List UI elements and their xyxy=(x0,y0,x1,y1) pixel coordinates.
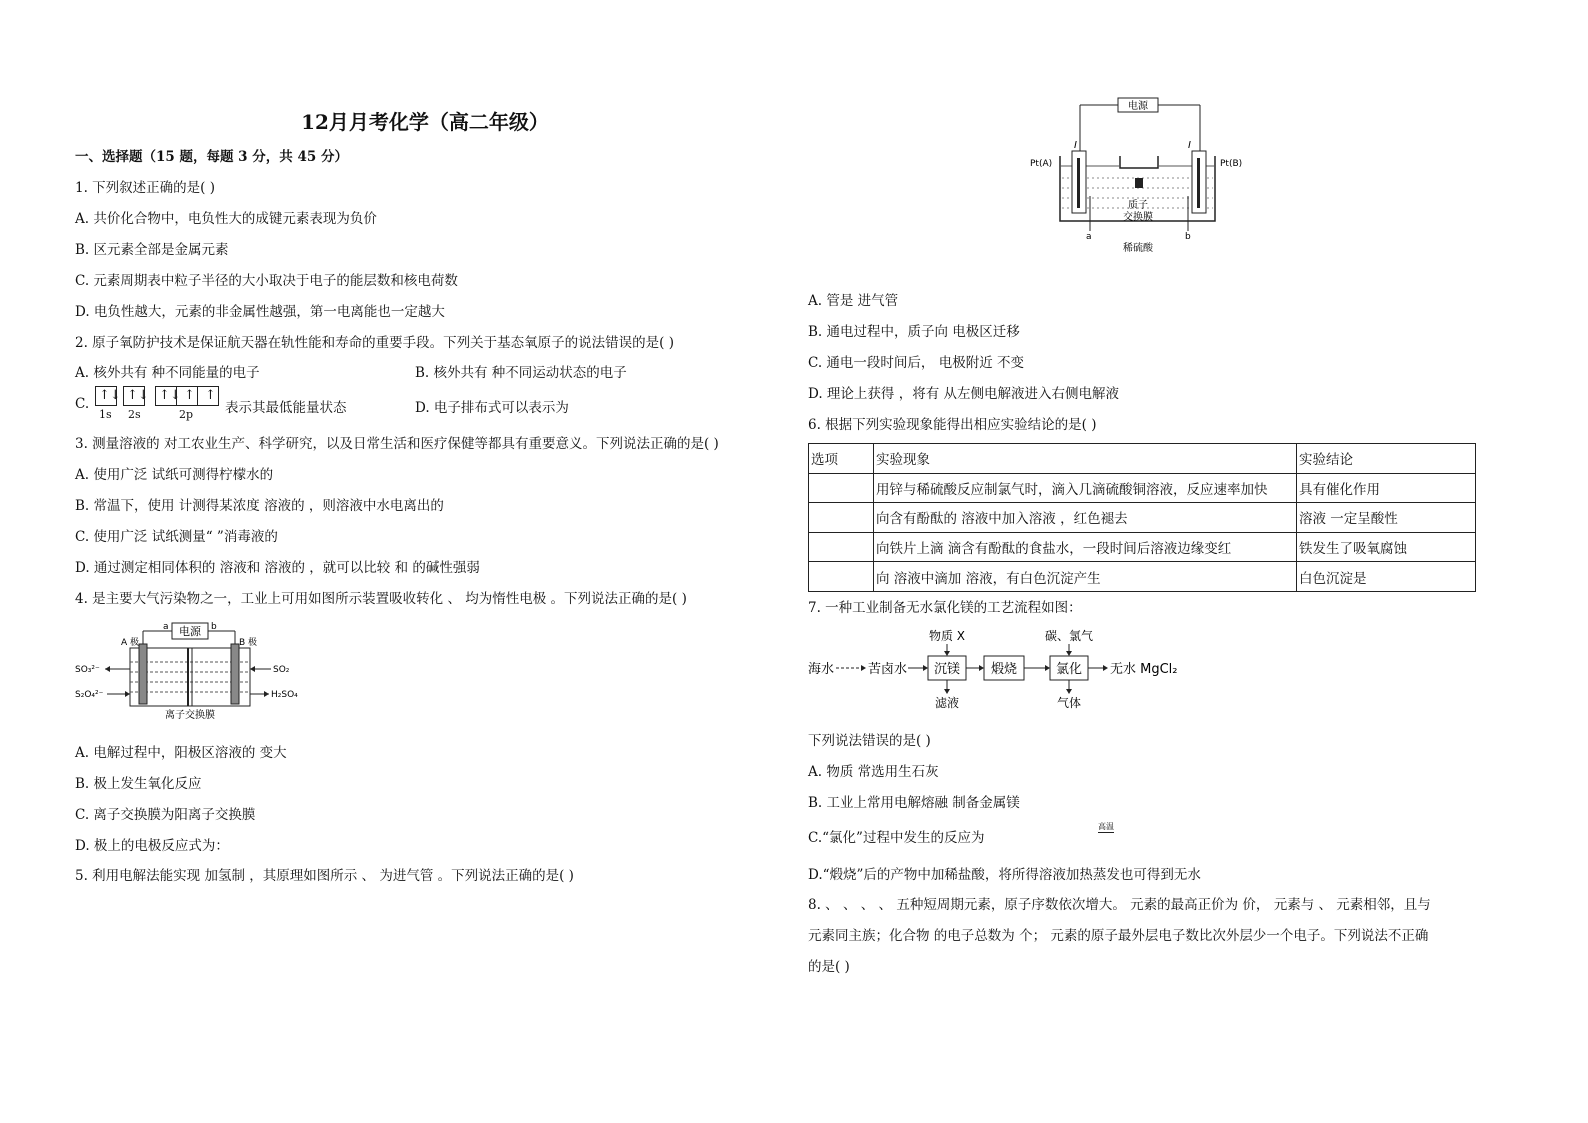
q4-option-d: D. 极上的电极反应式为： xyxy=(75,838,229,854)
flow-calcine: 煅烧 xyxy=(990,662,1018,677)
q4-membrane-label: 离子交换膜 xyxy=(165,710,215,721)
q5-electrolysis-figure xyxy=(1030,96,1250,256)
q4-terminal-a: a xyxy=(163,622,169,632)
q2-stem: 2. 原子氧防护技术是保证航天器在轨性能和寿命的重要手段。下列关于基态氧原子的说法错误的是( ) xyxy=(75,335,674,351)
q7-option-b: B. 工业上常用电解熔融 制备金属镁 xyxy=(808,795,1020,811)
table-cell xyxy=(809,532,874,562)
q7-option-d: D.“煅烧”后的产物中加稀盐酸，将所得溶液加热蒸发也可得到无水 xyxy=(808,867,1201,883)
orbital-2p3-arrows: ↑ xyxy=(205,388,216,403)
q1-option-c: C. 元素周期表中粒子半径的大小取决于电子的能层数和核电荷数 xyxy=(75,273,458,289)
table-cell xyxy=(809,473,874,503)
q7-stem: 7. 一种工业制备无水氯化镁的工艺流程如图： xyxy=(808,600,1082,616)
q4-so2-label: SO₂ xyxy=(273,665,290,675)
q3-option-d: D. 通过测定相同体积的 溶液和 溶液的 ，就可以比较 和 的碱性强弱 xyxy=(75,560,480,576)
table-header-cell: 实验现象 xyxy=(874,444,1297,474)
flow-matter-x: 物质 X xyxy=(928,629,966,643)
q4-terminal-b: b xyxy=(211,622,217,632)
table-header-row xyxy=(809,444,1476,474)
table-cell xyxy=(809,562,874,592)
table-cell: 向含有酚酞的 溶液中加入溶液 ，红色褪去 xyxy=(874,503,1297,533)
q4-option-a: A. 电解过程中，阳极区溶液的 变大 xyxy=(75,745,287,761)
q2-option-c-suffix: 表示其最低能量状态 xyxy=(225,400,347,416)
table-row xyxy=(809,503,1476,533)
q1-stem: 1. 下列叙述正确的是( ) xyxy=(75,180,215,196)
q5-stem: 5. 利用电解法能实现 加氢制 ，其原理如图所示 、 为进气管 。下列说法正确的是( ) xyxy=(75,868,574,884)
q2-option-d: D. 电子排布式可以表示为 xyxy=(415,400,569,416)
q4-s2o4-label: S₂O₄²⁻ xyxy=(75,690,104,700)
table-cell xyxy=(809,503,874,533)
svg-text:I: I xyxy=(1188,140,1191,151)
table-cell: 铁发生了吸氧腐蚀 xyxy=(1297,532,1476,562)
q4-power-label: 电源 xyxy=(179,625,201,638)
q5-membrane-label-2: 交换膜 xyxy=(1123,212,1153,223)
q4-a-pole: A 极 xyxy=(121,638,140,648)
page-title: 12月月考化学（高二年级） xyxy=(301,110,549,134)
svg-text:I: I xyxy=(1074,140,1077,151)
q5-tube-b: b xyxy=(1185,232,1191,242)
orbital-label-1s: 1s xyxy=(99,408,112,421)
flow-chlorinate: 氯化 xyxy=(1055,662,1083,677)
q3-option-c: C. 使用广泛 试纸测量“ ”消毒液的 xyxy=(75,529,278,545)
q7-option-c: C.“氯化”过程中发生的反应为 xyxy=(808,830,985,846)
q5-membrane-label-1: 质子 xyxy=(1128,200,1148,211)
section-heading: 一、选择题（15 题，每题 3 分，共 45 分） xyxy=(75,149,348,165)
q3-option-a: A. 使用广泛 试纸可测得柠檬水的 xyxy=(75,467,274,483)
flow-filtrate: 滤液 xyxy=(934,696,960,710)
q5-acid-label: 稀硫酸 xyxy=(1123,243,1153,254)
table-header-cell: 选项 xyxy=(809,444,874,474)
q7-option-a: A. 物质 常选用生石灰 xyxy=(808,764,939,780)
q2-option-b: B. 核外共有 种不同运动状态的电子 xyxy=(415,365,627,381)
q5-tube-a: a xyxy=(1086,232,1092,242)
orbital-2s-arrows: ↑↓ xyxy=(127,388,149,403)
q6-stem: 6. 根据下列实验现象能得出相应实验结论的是( ) xyxy=(808,417,1097,433)
table-row xyxy=(809,473,1476,503)
q2-option-c-prefix: C. xyxy=(75,396,90,412)
q8-line-2: 元素同主族；化合物 的电子总数为 个； 元素的原子最外层电子数比次外层少一个电子。下列说法不正确 xyxy=(808,928,1429,944)
q1-option-a: A. 共价化合物中，电负性大的成键元素表现为负价 xyxy=(75,211,377,227)
q7-ask: 下列说法错误的是( ) xyxy=(808,733,931,749)
table-cell: 具有催化作用 xyxy=(1297,473,1476,503)
flow-c-cl: 碳、氯气 xyxy=(1044,629,1094,643)
q8-line-1: 8. 、 、 、 、 五种短周期元素，原子序数依次增大。 元素的最高正价为 价， 元素与 、 元素相邻，且与 xyxy=(808,897,1431,913)
table-row xyxy=(809,532,1476,562)
q6-table xyxy=(808,443,1476,592)
flow-gas: 气体 xyxy=(1056,696,1082,710)
table-header-cell: 实验结论 xyxy=(1297,444,1476,474)
orbital-diagram xyxy=(95,386,225,422)
flow-precip: 沉镁 xyxy=(933,662,961,677)
flow-brine: 苦卤水 xyxy=(868,662,908,677)
orbital-label-2p: 2p xyxy=(179,408,194,421)
q8-line-3: 的是( ) xyxy=(808,959,850,975)
q3-option-b: B. 常温下，使用 计测得某浓度 溶液的 ，则溶液中水电离出的 xyxy=(75,498,444,514)
q5-option-a: A. 管是 进气管 xyxy=(808,293,899,309)
q5-option-b: B. 通电过程中，质子向 电极区迁移 xyxy=(808,324,1020,340)
q5-power-label: 电源 xyxy=(1128,101,1148,112)
table-cell: 溶液 一定呈酸性 xyxy=(1297,503,1476,533)
table-cell: 向 溶液中滴加 溶液，有白色沉淀产生 xyxy=(874,562,1297,592)
q7-flowchart xyxy=(808,622,1208,714)
q5-option-c: C. 通电一段时间后， 电极附近 不变 xyxy=(808,355,1025,371)
q5-pta-label: Pt(A) xyxy=(1030,159,1053,169)
q3-stem: 3. 测量溶液的 对工农业生产、科学研究，以及日常生活和医疗保健等都具有重要意义。下列说法正确的是( ) xyxy=(75,436,719,452)
q5-option-d: D. 理论上获得 ，将有 从左侧电解液进入右侧电解液 xyxy=(808,386,1120,402)
q5-ptb-label: Pt(B) xyxy=(1220,159,1243,169)
table-cell: 白色沉淀是 xyxy=(1297,562,1476,592)
q4-b-pole: B 极 xyxy=(239,638,258,648)
q4-stem: 4. 是主要大气污染物之一，工业上可用如图所示装置吸收转化 、 均为惰性电极 。下列说法正确的是( ) xyxy=(75,591,687,607)
q2-option-a: A. 核外共有 种不同能量的电子 xyxy=(75,365,260,381)
table-cell: 向铁片上滴 滴含有酚酞的食盐水，一段时间后溶液边缘变红 xyxy=(874,532,1297,562)
q4-option-c: C. 离子交换膜为阳离子交换膜 xyxy=(75,807,256,823)
q1-option-d: D. 电负性越大，元素的非金属性越强，第一电离能也一定越大 xyxy=(75,304,445,320)
q4-so3-label: SO₃²⁻ xyxy=(75,665,100,675)
orbital-2p2-arrows: ↑ xyxy=(184,388,195,403)
q4-h2so4-label: H₂SO₄ xyxy=(271,690,298,700)
table-cell: 用锌与稀硫酸反应制氯气时，滴入几滴硫酸铜溶液，反应速率加快 xyxy=(874,473,1297,503)
table-row xyxy=(809,562,1476,592)
orbital-label-2s: 2s xyxy=(128,408,141,421)
q4-electrolysis-figure xyxy=(75,618,315,728)
orbital-1s-arrows: ↑↓ xyxy=(99,388,121,403)
q4-option-b: B. 极上发生氧化反应 xyxy=(75,776,202,792)
flow-seawater: 海水 xyxy=(808,662,835,677)
q7-c-condition: 高温 xyxy=(1098,822,1114,831)
orbital-2p1-arrows: ↑↓ xyxy=(159,388,181,403)
flow-product: 无水 MgCl₂ xyxy=(1110,662,1178,677)
q1-option-b: B. 区元素全部是金属元素 xyxy=(75,242,229,258)
